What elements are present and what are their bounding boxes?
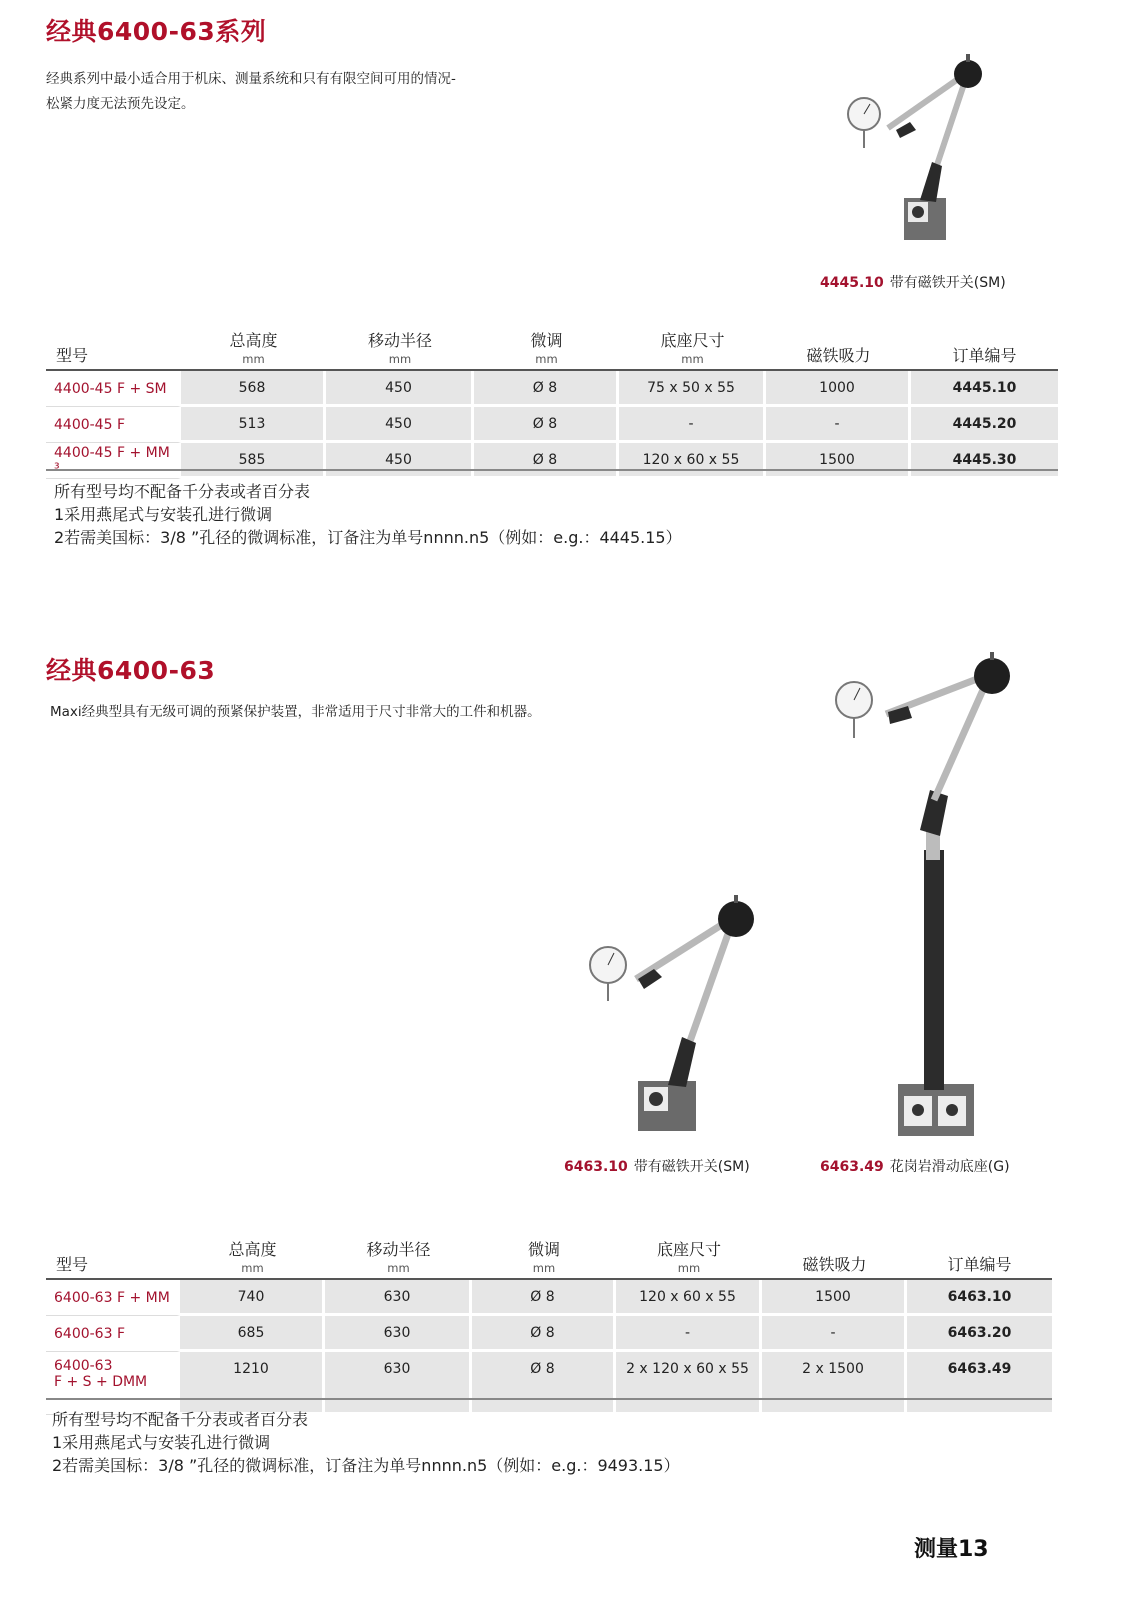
- header-base: 底座尺寸 mm: [616, 1237, 762, 1280]
- cell-order: 4445.20: [911, 407, 1058, 443]
- dial-indicator: [590, 947, 626, 1001]
- cell-base: -: [616, 1316, 762, 1352]
- cell-order: 6463.20: [907, 1316, 1052, 1352]
- section1-description: [46, 67, 456, 117]
- cell-order: 6463.49: [907, 1352, 1052, 1415]
- table-row: [46, 1316, 1052, 1352]
- header-order: 订单编号: [911, 328, 1058, 371]
- note-line: 2若需美国标：3/8 ”孔径的微调标准，订备注为单号nnnn.n5（例如：e.g.：9493.15）: [52, 1456, 680, 1475]
- section1-desc-line2: 松紧力度无法预先设定。: [46, 96, 195, 112]
- caption-code: 4445.10: [820, 275, 884, 291]
- cell-model: 6400-63 F: [46, 1316, 180, 1352]
- cell-radius: 630: [325, 1352, 472, 1415]
- cell-fine: Ø 8: [472, 1352, 616, 1415]
- table-bottom-rule: [46, 1398, 1052, 1400]
- section1-notes: [54, 480, 682, 549]
- cell-base: 2 x 120 x 60 x 55: [616, 1352, 762, 1415]
- cell-force: 2 x 1500: [762, 1352, 907, 1415]
- section1-spec-table: [46, 328, 1058, 479]
- section2-spec-table: [46, 1237, 1052, 1415]
- page-number: 测量13: [914, 1537, 989, 1562]
- section2-title: 经典6400-63: [46, 656, 216, 685]
- cell-height: 685: [180, 1316, 325, 1352]
- cell-radius: 630: [325, 1280, 472, 1316]
- cell-fine: Ø 8: [474, 443, 619, 479]
- cell-height: 568: [181, 371, 326, 407]
- cell-force: 1000: [766, 371, 911, 407]
- cell-force: -: [762, 1316, 907, 1352]
- product-image-6463-49: [830, 650, 1030, 1140]
- cell-radius: 630: [325, 1316, 472, 1352]
- section1-title: 经典6400-63系列: [46, 17, 267, 46]
- cell-radius: 450: [326, 407, 474, 443]
- cell-fine: Ø 8: [472, 1280, 616, 1316]
- note-line: 所有型号均不配备千分表或者百分表: [52, 1410, 309, 1429]
- cell-force: 1500: [762, 1280, 907, 1316]
- table-header-row: [46, 328, 1058, 371]
- cell-model: 4400-45 F: [46, 407, 181, 443]
- section1-desc-line1: 经典系列中最小适合用于机床、测量系统和只有有限空间可用的情况-: [46, 71, 456, 87]
- section2-image-caption-2: [820, 1156, 1010, 1176]
- cell-model: 6400-63 F + MM: [46, 1280, 180, 1316]
- header-radius: 移动半径 mm: [326, 328, 474, 371]
- granite-base: [898, 1084, 974, 1136]
- cell-base: 120 x 60 x 55: [616, 1280, 762, 1316]
- note-line: 所有型号均不配备千分表或者百分表: [54, 482, 311, 501]
- caption-text: 带有磁铁开关(SM): [889, 275, 1006, 291]
- header-model: 型号: [46, 328, 181, 371]
- header-fine: 微调 mm: [474, 328, 619, 371]
- header-height: 总高度 mm: [180, 1237, 325, 1280]
- note-line: 1采用燕尾式与安装孔进行微调: [52, 1433, 271, 1452]
- caption-code: 6463.49: [820, 1159, 884, 1175]
- table-row: [46, 407, 1058, 443]
- cell-model-line1: 6400-63: [54, 1358, 113, 1374]
- section2-notes: [52, 1408, 680, 1477]
- table-row: [46, 443, 1058, 479]
- header-fine: 微调 mm: [472, 1237, 616, 1280]
- caption-text: 花岗岩滑动底座(G): [889, 1159, 1010, 1175]
- cell-height: 513: [181, 407, 326, 443]
- section2-image-caption-1: [564, 1156, 750, 1176]
- cell-height: 1210: [180, 1352, 325, 1415]
- cell-model: 4400-45 F + SM: [46, 371, 181, 407]
- cell-force: 1500: [766, 443, 911, 479]
- cell-model: 4400-45 F + MM ³: [46, 443, 181, 479]
- header-height: 总高度 mm: [181, 328, 326, 371]
- cell-order: 4445.30: [911, 443, 1058, 479]
- cell-fine: Ø 8: [474, 407, 619, 443]
- note-line: 1采用燕尾式与安装孔进行微调: [54, 505, 273, 524]
- header-radius: 移动半径 mm: [325, 1237, 472, 1280]
- dial-indicator: [848, 98, 880, 148]
- cell-model-line2: F + S + DMM: [54, 1374, 148, 1390]
- cell-radius: 450: [326, 371, 474, 407]
- table-row: [46, 1352, 1052, 1415]
- header-base: 底座尺寸 mm: [619, 328, 766, 371]
- cell-radius: 450: [326, 443, 474, 479]
- cell-order: 4445.10: [911, 371, 1058, 407]
- cell-model: [46, 1352, 180, 1415]
- header-force: 磁铁吸力: [762, 1237, 907, 1280]
- cell-fine: Ø 8: [472, 1316, 616, 1352]
- table-row: [46, 371, 1058, 407]
- product-image-4445-10: [840, 52, 1040, 252]
- section2-description: Maxi经典型具有无级可调的预紧保护装置，非常适用于尺寸非常大的工件和机器。: [50, 704, 541, 720]
- cell-base: -: [619, 407, 766, 443]
- header-model: 型号: [46, 1237, 180, 1280]
- cell-height: 585: [181, 443, 326, 479]
- caption-text: 带有磁铁开关(SM): [633, 1159, 750, 1175]
- caption-code: 6463.10: [564, 1159, 628, 1175]
- cell-order: 6463.10: [907, 1280, 1052, 1316]
- section1-image-caption: [820, 272, 1006, 292]
- cell-base: 75 x 50 x 55: [619, 371, 766, 407]
- cell-force: -: [766, 407, 911, 443]
- cell-fine: Ø 8: [474, 371, 619, 407]
- header-force: 磁铁吸力: [766, 328, 911, 371]
- table-bottom-rule: [46, 469, 1058, 471]
- table-header-row: [46, 1237, 1052, 1280]
- note-line: 2若需美国标：3/8 ”孔径的微调标准，订备注为单号nnnn.n5（例如：e.g.：4445.15）: [54, 528, 682, 547]
- header-order: 订单编号: [907, 1237, 1052, 1280]
- magnetic-base: [904, 198, 946, 240]
- product-image-6463-10: [582, 895, 782, 1135]
- table-row: [46, 1280, 1052, 1316]
- dial-indicator: [836, 682, 872, 738]
- magnetic-base: [638, 1081, 696, 1131]
- cell-base: 120 x 60 x 55: [619, 443, 766, 479]
- cell-height: 740: [180, 1280, 325, 1316]
